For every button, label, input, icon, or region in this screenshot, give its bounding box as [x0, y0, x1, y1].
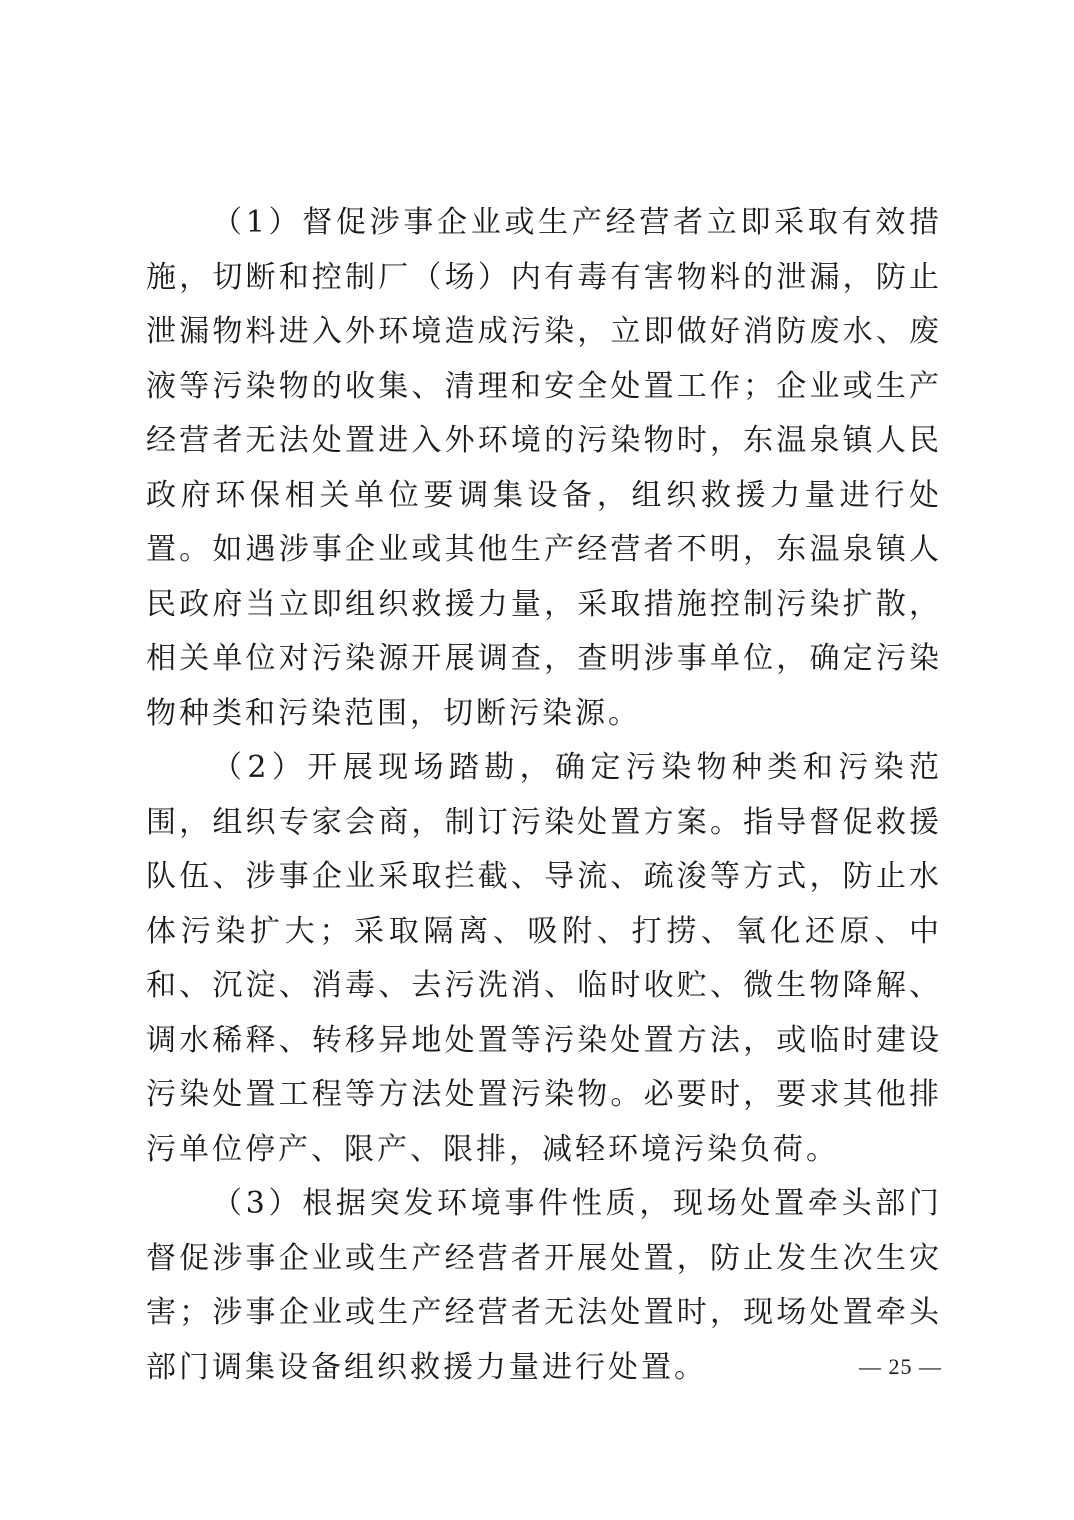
paragraph-2: （2）开展现场踏勘，确定污染物种类和污染范围，组织专家会商，制订污染处置方案。指导督促救援队伍、涉事企业采取拦截、导流、疏浚等方式，防止水体污染扩大；采取隔离、吸附、打捞、氧化还原、中和、沉淀、消毒、去污洗消、临时收贮、微生物降解、调水稀释、转移异地处置等污染处置方法，或临时建设污染处置工程等方法处置污染物。必要时，要求其他排污单位停产、限产、限排，减轻环境污染负荷。: [146, 750, 942, 1167]
paragraph-1: （1）督促涉事企业或生产经营者立即采取有效措施，切断和控制厂（场）内有毒有害物料的泄漏，防止泄漏物料进入外环境造成污染，立即做好消防废水、废液等污染物的收集、清理和安全处置工作；企业或生产经营者无法处置进入外环境的污染物时，东温泉镇人民政府环保相关单位要调集设备，组织救援力量进行处置。如遇涉事企业或其他生产经营者不明，东温泉镇人民政府当立即组织救援力量，采取措施控制污染扩散，相关单位对污染源开展调查，查明涉事单位，确定污染物种类和污染范围，切断污染源。: [146, 205, 942, 731]
document-body: [146, 196, 942, 1395]
paragraph-3: （3）根据突发环境事件性质，现场处置牵头部门督促涉事企业或生产经营者开展处置，防止发生次生灾害；涉事企业或生产经营者无法处置时，现场处置牵头部门调集设备组织救援力量进行处置。: [146, 1186, 942, 1385]
page-number: — 25 —: [859, 1354, 942, 1379]
